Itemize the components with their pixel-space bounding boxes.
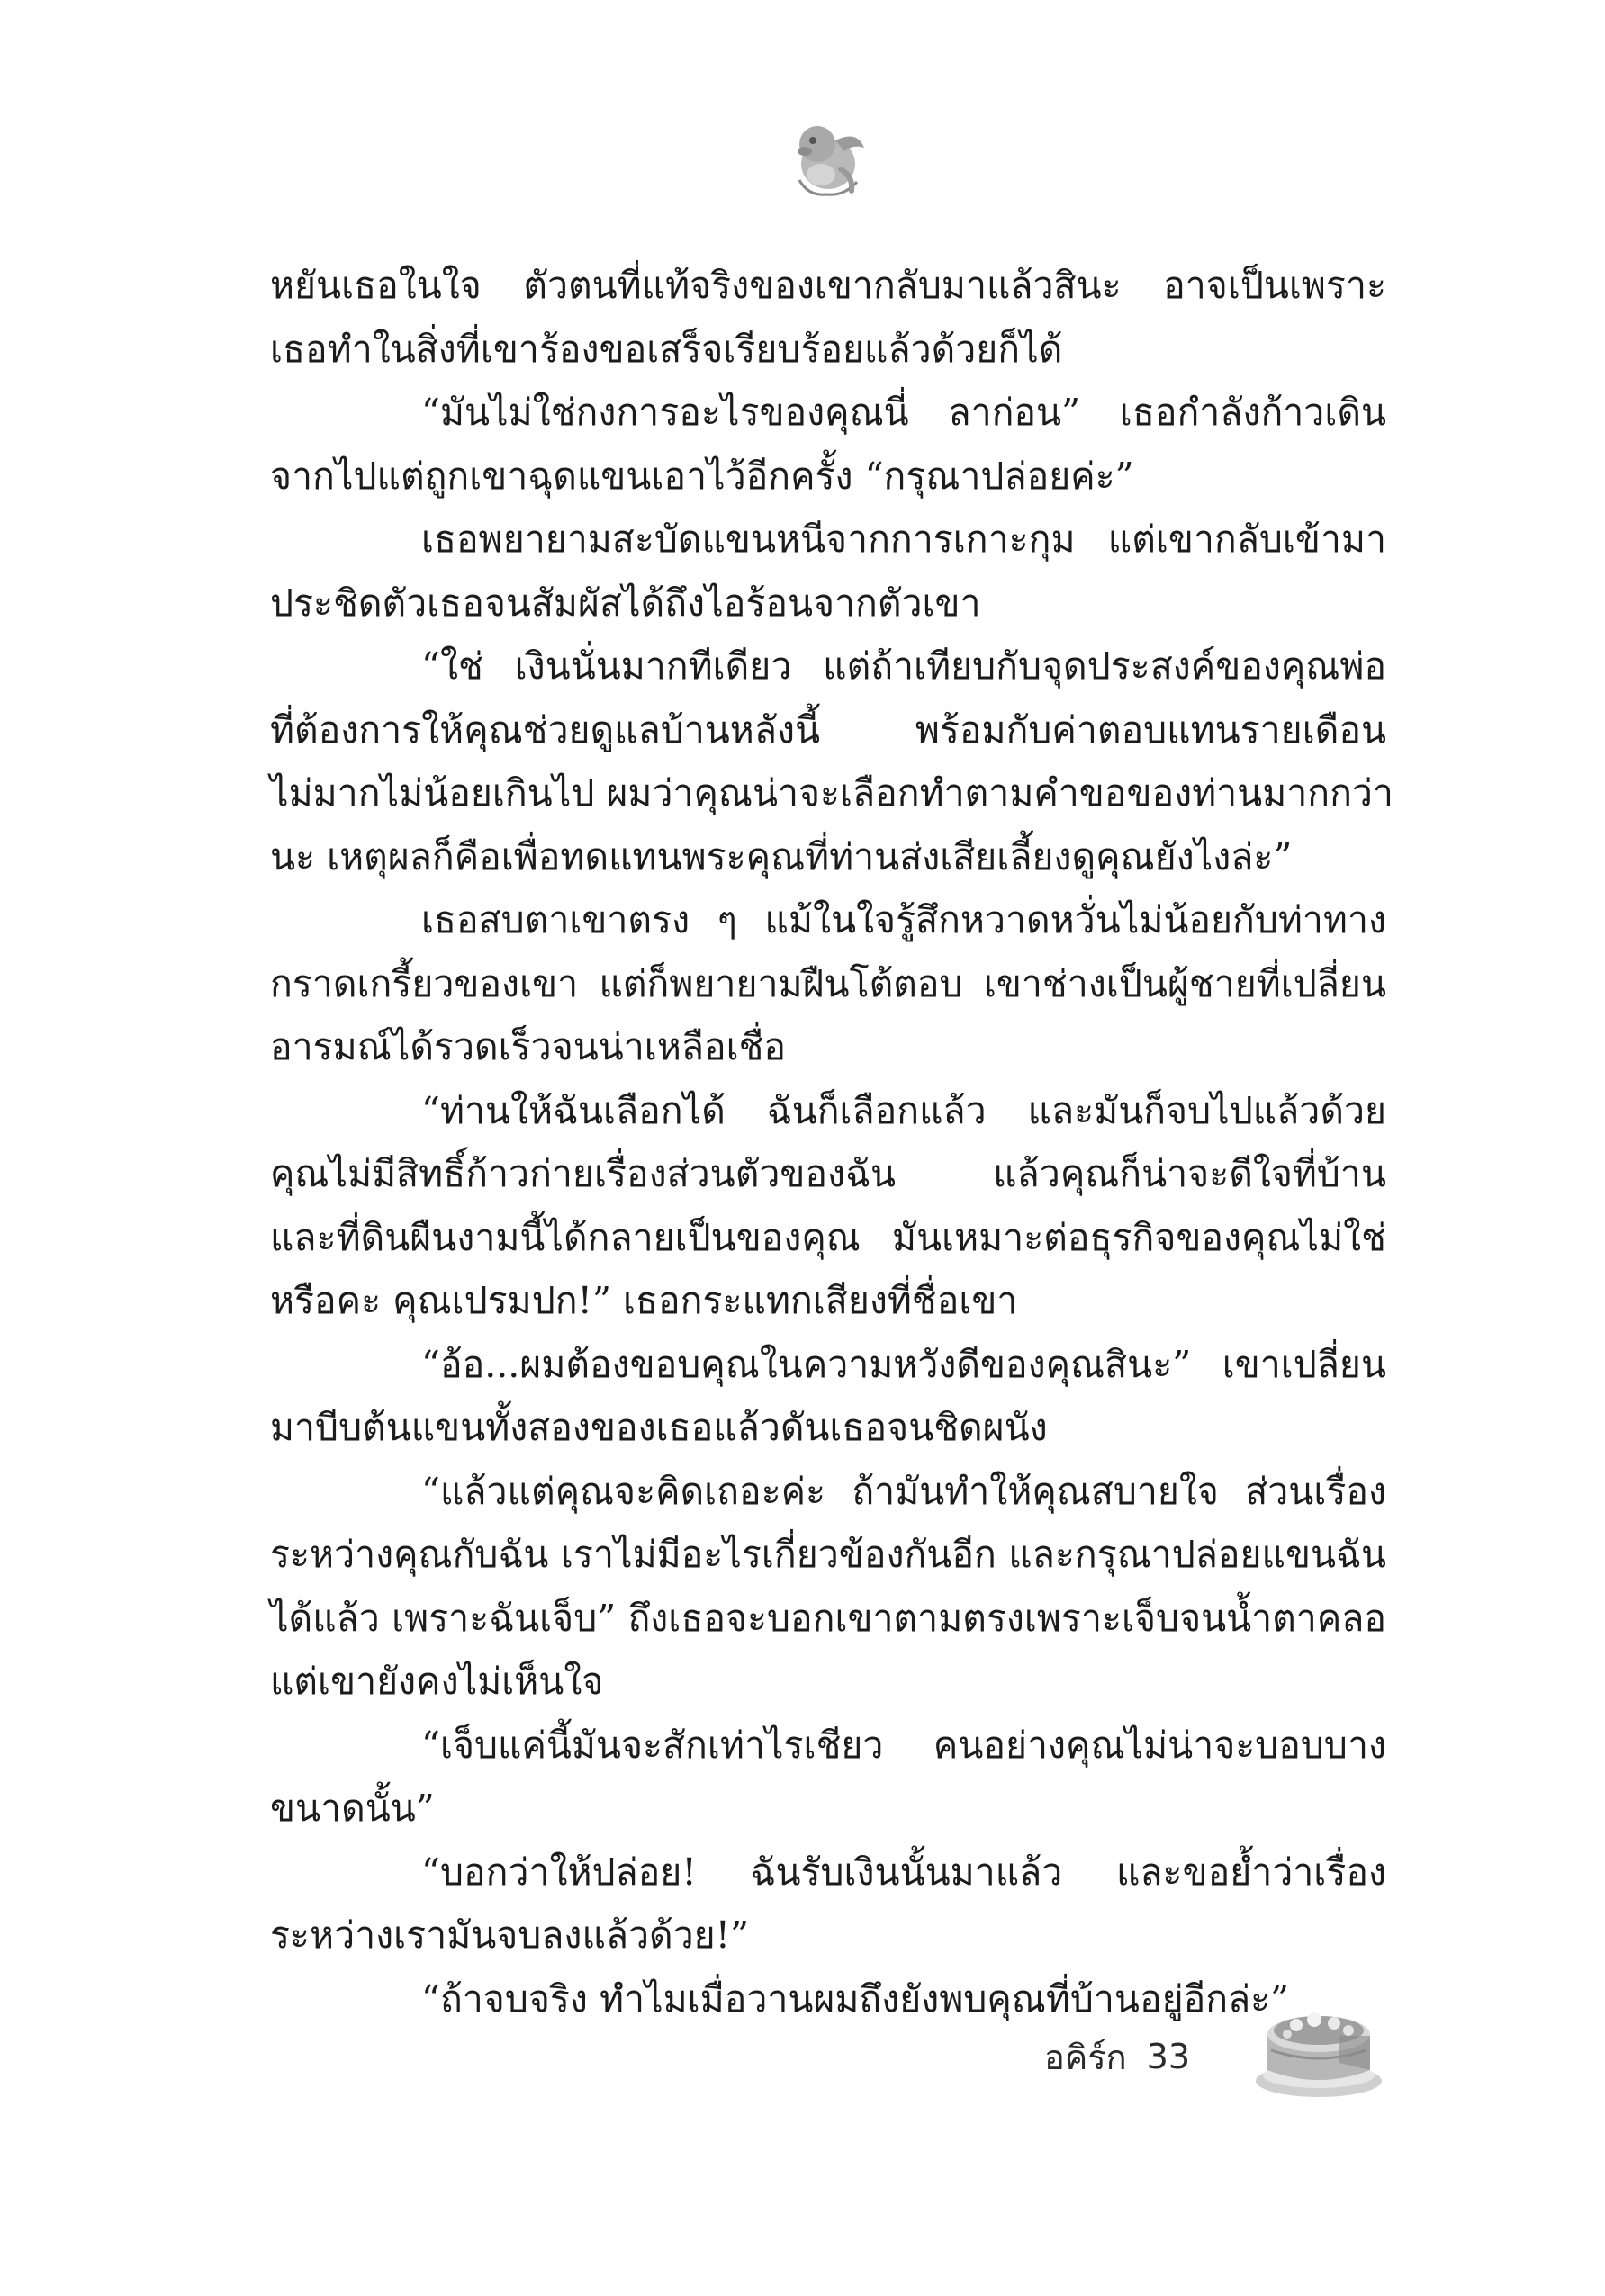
text-line: ระหว่างเรามันจบลงแล้วด้วย!” [270,1913,750,1957]
text-line: คุณไม่มีสิทธิ์ก้าวก่ายเรื่องส่วนตัวของฉัน แล้วคุณก็น่าจะดีใจที่บ้าน [270,1152,1386,1195]
paragraph [270,1714,1386,1841]
text-line: เธอสบตาเขาตรง ๆ แม้ในใจรู้สึกหวาดหวั่นไม่น้อยกับท่าทาง [421,898,1386,941]
paragraph [270,254,1386,381]
text-line: นะ เหตุผลก็คือเพื่อทดแทนพระคุณที่ท่านส่งเสียเลี้ยงดูคุณยังไงล่ะ” [270,834,1293,878]
text-line: ขนาดนั้น” [270,1787,435,1830]
cartoon-character-emblem-icon [781,113,875,203]
text-line: ระหว่างคุณกับฉัน เราไม่มีอะไรเกี่ยวข้องกันอีก และกรุณาปล่อยแขนฉัน [270,1533,1386,1576]
text-line: มาบีบต้นแขนทั้งสองของเธอแล้วดันเธอจนชิดผนัง [270,1406,1048,1449]
paragraph [270,381,1386,508]
cake-emblem-icon [1251,1980,1386,2102]
text-line: จากไปแต่ถูกเขาฉุดแขนเอาไว้อีกครั้ง “กรุณาปล่อยค่ะ” [270,454,1134,498]
paragraph [270,1079,1386,1333]
text-line: แต่เขายังคงไม่เห็นใจ [270,1660,604,1703]
paragraph [270,635,1393,888]
paragraph [270,508,1386,635]
text-line: “บอกว่าให้ปล่อย! ฉันรับเงินนั้นมาแล้ว และขอย้ำว่าเรื่อง [421,1850,1386,1894]
text-line: “เจ็บแค่นี้มันจะสักเท่าไรเชียว คนอย่างคุณไม่น่าจะบอบบาง [421,1723,1386,1767]
text-line: “แล้วแต่คุณจะคิดเถอะค่ะ ถ้ามันทำให้คุณสบายใจ ส่วนเรื่อง [421,1469,1386,1513]
text-line: อารมณ์ได้รวดเร็วจนน่าเหลือเชื่อ [270,1025,787,1068]
paragraph [270,1967,1386,2031]
paragraph [270,1841,1386,1967]
text-line: หยันเธอในใจ ตัวตนที่แท้จริงของเขากลับมาแล้วสินะ อาจเป็นเพราะ [270,264,1386,307]
book-title: อคิร์ก [1044,2037,1127,2077]
text-line: หรือคะ คุณเปรมปก!” เธอกระแทกเสียงที่ชื่อเขา [270,1279,1018,1322]
body-text [270,254,1393,2030]
text-line: เธอพยายามสะบัดแขนหนีจากการเกาะกุม แต่เขากลับเข้ามา [421,518,1386,561]
text-line: “ใช่ เงินนั่นมากทีเดียว แต่ถ้าเทียบกับจุดประสงค์ของคุณพ่อ [421,644,1386,688]
text-line: “มันไม่ใช่กงการอะไรของคุณนี่ ลาก่อน” เธอกำลังก้าวเดิน [421,391,1386,434]
paragraph [270,1460,1386,1714]
text-line: “ถ้าจบจริง ทำไมเมื่อวานผมถึงยังพบคุณที่บ้านอยู่อีกล่ะ” [421,1976,1290,2021]
page-number: 33 [1146,2037,1191,2076]
text-line: ประชิดตัวเธอจนสัมผัสได้ถึงไอร้อนจากตัวเขา [270,581,981,625]
text-line: เธอทำในสิ่งที่เขาร้องขอเสร็จเรียบร้อยแล้วด้วยก็ได้ [270,327,1063,371]
text-line: ที่ต้องการให้คุณช่วยดูแลบ้านหลังนี้ พร้อมกับค่าตอบแทนรายเดือน [270,707,1386,752]
text-line: “ท่านให้ฉันเลือกได้ ฉันก็เลือกแล้ว และมันก็จบไปแล้วด้วย [421,1088,1386,1132]
text-line: ได้แล้ว เพราะฉันเจ็บ” ถึงเธอจะบอกเขาตามตรงเพราะเจ็บจนน้ำตาคลอ [270,1596,1386,1640]
text-line: ไม่มากไม่น้อยเกินไป ผมว่าคุณน่าจะเลือกทำตามคำขอของท่านมากกว่า [270,771,1393,815]
paragraph [270,1333,1386,1460]
text-line: และที่ดินผืนงามนี้ได้กลายเป็นของคุณ มันเหมาะต่อธุรกิจของคุณไม่ใช่ [270,1215,1386,1259]
page-footer [1044,2025,1190,2088]
paragraph [270,888,1386,1079]
text-line: “อ้อ...ผมต้องขอบคุณในความหวังดีของคุณสินะ” เขาเปลี่ยน [421,1342,1386,1386]
text-line: กราดเกรี้ยวของเขา แต่ก็พยายามฝืนโต้ตอบ เขาช่างเป็นผู้ชายที่เปลี่ยน [270,961,1386,1005]
